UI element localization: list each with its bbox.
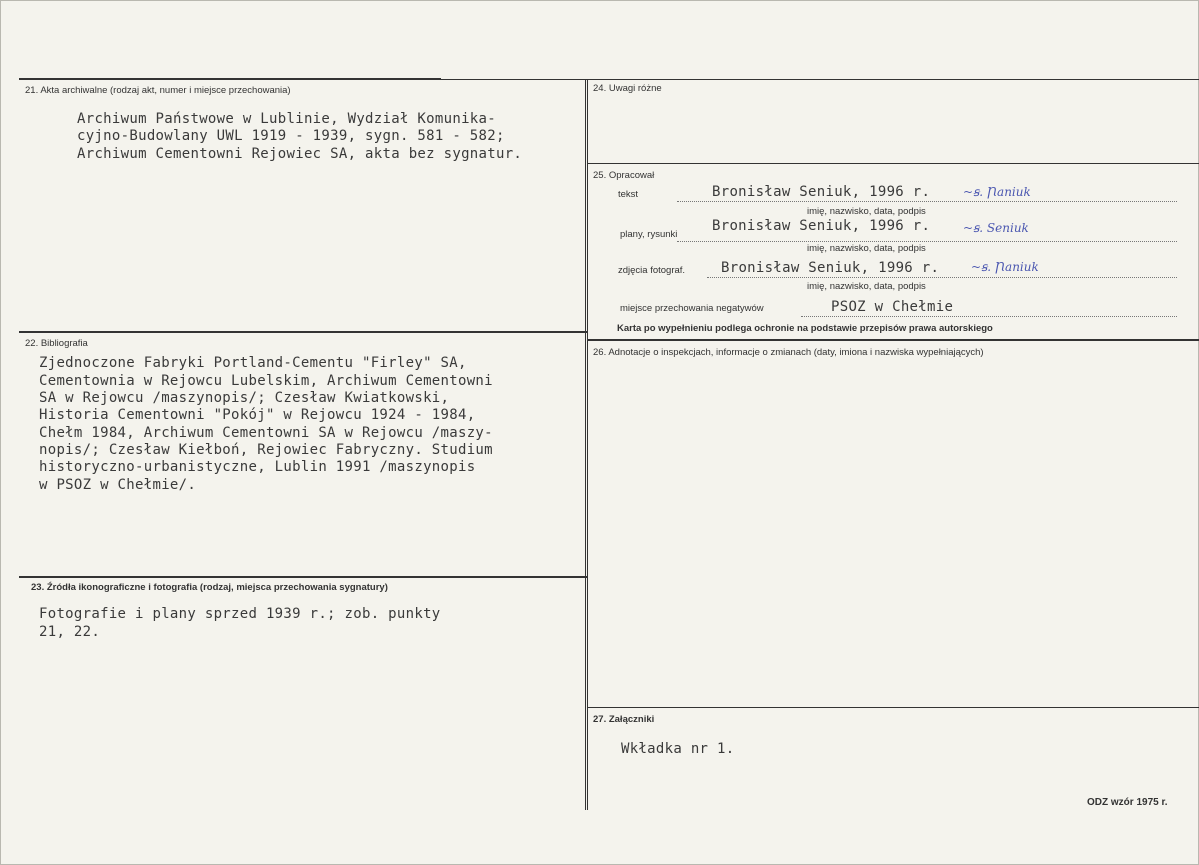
author-drawings-hint: imię, nazwisko, data, podpis [807,243,926,254]
section-22-line: Historia Cementowni "Pokój" w Rejowcu 1924 - 1984, [39,407,476,423]
copyright-notice: Karta po wypełnieniu podlega ochronie na podstawie przepisów prawa autorskiego [617,323,993,334]
section-22-line: SA w Rejowcu /maszynopis/; Czesław Kwiatkowski, [39,390,450,406]
author-drawings-line [677,241,1177,242]
section-22-line: Chełm 1984, Archiwum Cementowni SA w Rejowcu /maszy- [39,425,493,441]
author-drawings-label: plany, rysunki [620,229,678,240]
section-22-line: historyczno-urbanistyczne, Lublin 1991 /maszynopis [39,459,476,475]
section-22-line: nopis/; Czesław Kiełboń, Rejowiec Fabryczny. Studium [39,442,493,458]
rule-22 [19,331,587,333]
section-22-line: Cementownia w Rejowcu Lubelskim, Archiwum Cementowni [39,373,493,389]
rule-23 [19,576,587,578]
section-22-line: w PSOZ w Chełmie/. [39,477,197,493]
form-code: ODZ wzór 1975 r. [1087,797,1168,808]
section-21-line: Archiwum Państwowe w Lublinie, Wydział Komunika- [77,111,496,127]
author-photos-label: zdjęcia fotograf. [618,265,686,276]
negatives-line [801,316,1177,317]
author-text-hint: imię, nazwisko, data, podpis [807,206,926,217]
author-photos-line [707,277,1177,278]
section-25-title: 25. Opracował [593,170,655,181]
center-divider-2 [587,80,588,810]
signature-mark: ~ꞩ. Ꞃaniuk [963,185,1031,199]
center-divider [585,80,586,810]
section-27-title: 27. Załączniki [593,714,655,725]
author-text-line [677,201,1177,202]
author-drawings-value: Bronisław Seniuk, 1996 r. [712,218,931,234]
section-23-line: Fotografie i plany sprzed 1939 r.; zob. punkty [39,606,441,622]
rule-27 [587,707,1199,708]
top-rule-right [441,79,1199,80]
top-rule-left [19,78,441,80]
section-23-line: 21, 22. [39,624,101,640]
rule-26 [587,339,1199,341]
section-23-title: 23. Źródła ikonograficzne i fotografia (rodzaj, miejsca przechowania sygnatury) [31,582,388,593]
section-26-title: 26. Adnotacje o inspekcjach, informacje o zmianach (daty, imiona i nazwiska wypełniających) [593,347,984,358]
section-22-title: 22. Bibliografia [25,338,88,349]
section-21-line: cyjno-Budowlany UWL 1919 - 1939, sygn. 581 - 582; [77,128,505,144]
signature-mark: ~ꞩ. Ꞃaniuk [971,260,1039,274]
section-21-line: Archiwum Cementowni Rejowiec SA, akta bez sygnatur. [77,146,523,162]
section-24-title: 24. Uwagi różne [593,83,662,94]
author-photos-hint: imię, nazwisko, data, podpis [807,281,926,292]
signature-mark: ~ꞩ. Seniuk [963,221,1029,235]
author-photos-value: Bronisław Seniuk, 1996 r. [721,260,940,276]
author-text-label: tekst [618,189,639,200]
negatives-value: PSOZ w Chełmie [831,299,954,315]
section-21-title: 21. Akta archiwalne (rodzaj akt, numer i miejsce przechowania) [25,85,291,96]
negatives-label: miejsce przechowania negatywów [620,303,764,314]
rule-25 [587,163,1199,164]
author-text-value: Bronisław Seniuk, 1996 r. [712,184,931,200]
section-22-line: Zjednoczone Fabryki Portland-Cementu "Firley" SA, [39,355,467,371]
section-27-line: Wkładka nr 1. [621,741,735,757]
